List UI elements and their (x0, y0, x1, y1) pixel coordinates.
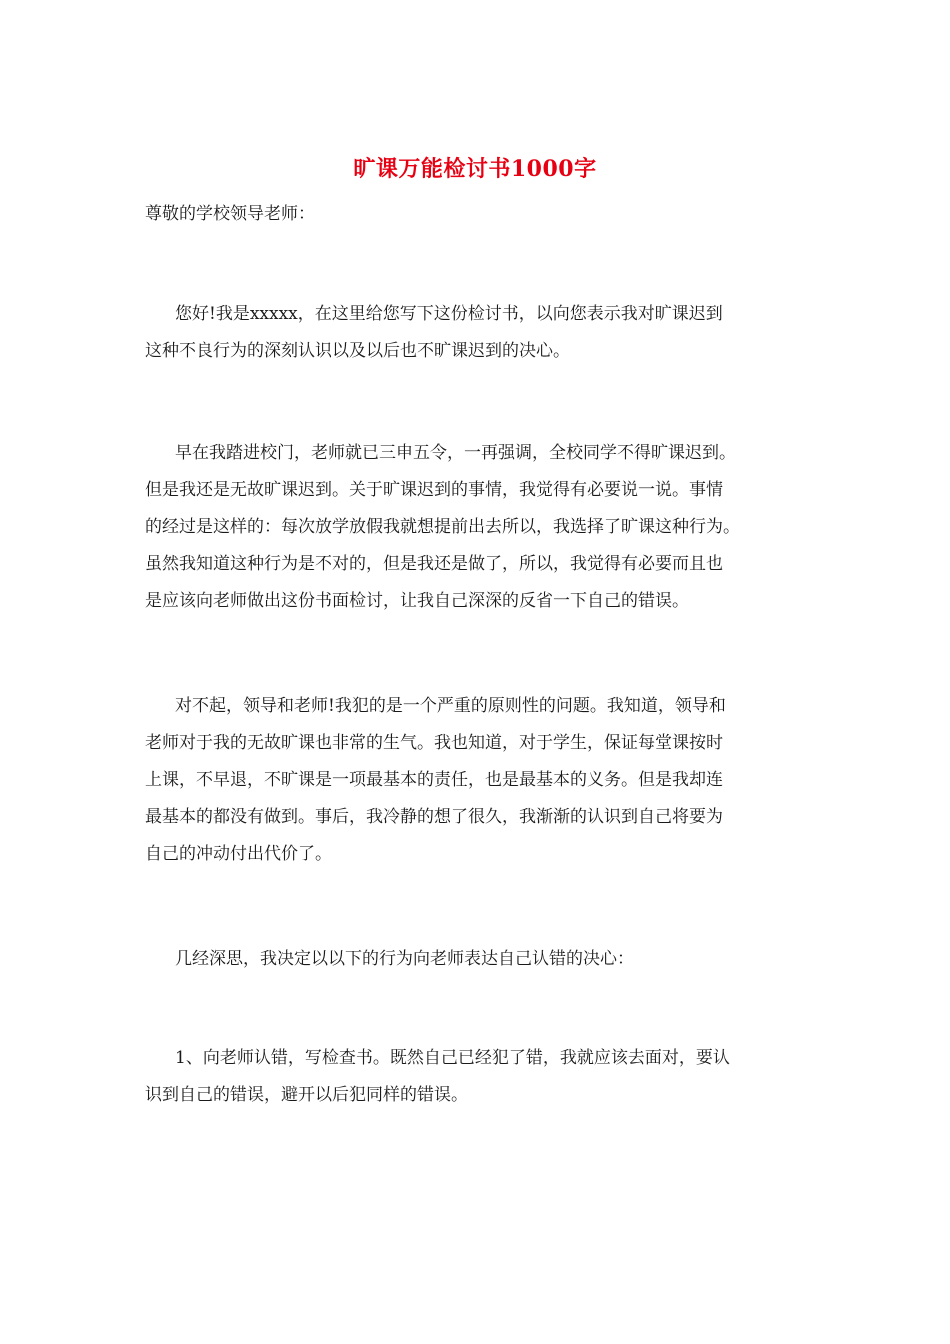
paragraph-4 (145, 941, 810, 978)
paragraph-line: 自己的冲动付出代价了。 (145, 844, 332, 864)
paragraph-line: 几经深思，我决定以以下的行为向老师表达自己认错的决心： (175, 949, 634, 969)
paragraph-1 (145, 296, 810, 370)
paragraph-line: 的经过是这样的：每次放学放假我就想提前出去所以，我选择了旷课这种行为。 (145, 517, 740, 537)
paragraph-line: 最基本的都没有做到。事后，我冷静的想了很久，我渐渐的认识到自己将要为 (145, 807, 723, 827)
paragraph-line: 但是我还是无故旷课迟到。关于旷课迟到的事情，我觉得有必要说一说。事情 (145, 480, 723, 500)
paragraph-line: 早在我踏进校门，老师就已三申五令，一再强调，全校同学不得旷课迟到。 (175, 443, 736, 463)
paragraph-line: 这种不良行为的深刻认识以及以后也不旷课迟到的决心。 (145, 341, 570, 361)
paragraph-line: 虽然我知道这种行为是不对的，但是我还是做了，所以，我觉得有必要而且也 (145, 554, 723, 574)
paragraph-2 (145, 435, 810, 620)
salutation: 尊敬的学校领导老师： (145, 204, 315, 224)
paragraph-line: 上课，不早退，不旷课是一项最基本的责任，也是最基本的义务。但是我却连 (145, 770, 723, 790)
paragraph-line: 您好!我是xxxxx，在这里给您写下这份检讨书，以向您表示我对旷课迟到 (175, 304, 723, 324)
paragraph-5 (145, 1040, 810, 1114)
paragraph-line: 识到自己的错误，避开以后犯同样的错误。 (145, 1085, 468, 1105)
document-title: 旷课万能检讨书1000字 (353, 156, 597, 182)
paragraph-line: 1、向老师认错，写检查书。既然自己已经犯了错，我就应该去面对，要认 (175, 1048, 730, 1068)
paragraph-3 (145, 688, 810, 873)
paragraph-line: 是应该向老师做出这份书面检讨，让我自己深深的反省一下自己的错误。 (145, 591, 689, 611)
paragraph-line: 老师对于我的无故旷课也非常的生气。我也知道，对于学生，保证每堂课按时 (145, 733, 723, 753)
paragraph-line: 对不起，领导和老师!我犯的是一个严重的原则性的问题。我知道，领导和 (175, 696, 726, 716)
